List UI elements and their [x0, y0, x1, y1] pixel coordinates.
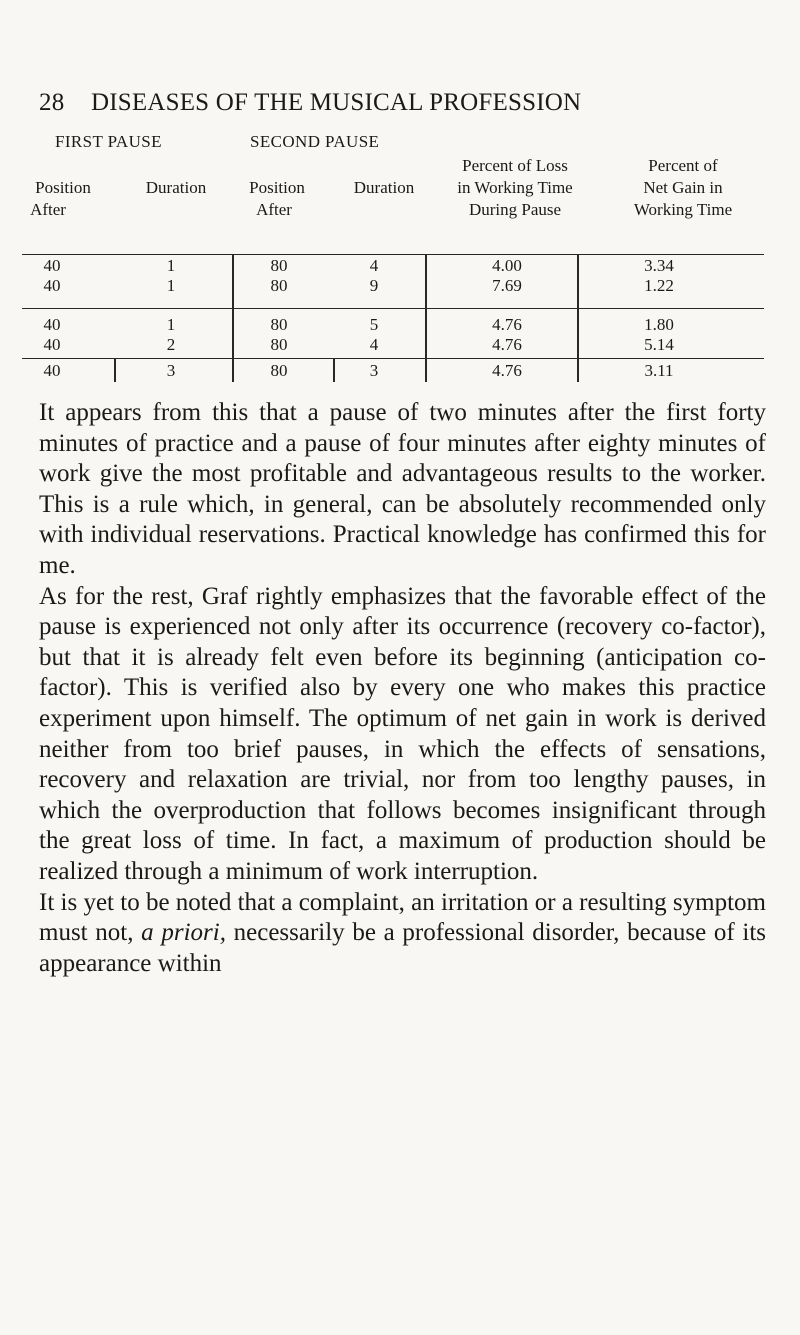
table-cell: 4.76	[492, 361, 522, 380]
col-gain-line3: Working Time	[633, 200, 733, 219]
table-rule-2	[22, 358, 764, 359]
col-gain-line2: Net Gain in	[643, 178, 723, 197]
table-cell: 80	[270, 315, 288, 334]
col-loss-line1: Percent of Loss	[462, 156, 568, 175]
table-cell: 80	[270, 256, 288, 275]
table-rule-top	[22, 254, 764, 255]
group-second-pause: SECOND PAUSE	[250, 132, 380, 151]
running-title: DISEASES OF THE MUSICAL PROFESSION	[91, 89, 582, 116]
table-cell: 7.69	[492, 276, 522, 295]
table-cell: 40	[43, 361, 61, 380]
group-first-pause: FIRST PAUSE	[55, 132, 162, 151]
col-loss-line3: During Pause	[468, 200, 562, 219]
table-cell: 80	[270, 361, 288, 380]
table-cell: 1	[166, 315, 176, 334]
table-cell: 40	[43, 335, 61, 354]
table-cell: 9	[369, 276, 379, 295]
table-cell: 5	[369, 315, 379, 334]
table-cell: 2	[166, 335, 176, 354]
table-cell: 4	[369, 335, 379, 354]
table-divider-4	[425, 254, 427, 382]
paragraph-3-text-b: necessarily be a professional disorder, because of its appearance within	[39, 919, 766, 977]
col-gain-line1: Percent of	[648, 156, 718, 175]
table-cell: 40	[43, 276, 61, 295]
paragraph-1: It appears from this that a pause of two minutes after the first forty minutes of practice and a pause of four minutes after eighty minutes of work give the most profitable and advantageous results to the worker. This is a rule which, in general, can be absolutely recommended only with individual reservations. Practical knowledge has confirmed this for me.	[39, 399, 766, 579]
table-cell: 4.76	[492, 335, 522, 354]
col-loss-line2: in Working Time	[457, 178, 573, 197]
paragraph-3	[39, 888, 766, 980]
paragraph-3-text-a: It is yet to be noted that a complaint, an irritation or a resulting symptom must not,	[39, 888, 766, 947]
table-cell: 80	[270, 276, 288, 295]
paragraph-2: As for the rest, Graf rightly emphasizes that the favorable effect of the pause is experienced not only after its occurrence (recovery co-factor), but that it is already felt even before its beginning (anticipation cofactor). This is verified also by every one who makes this practice experiment upon himself. The optimum of net gain in work is derived neither from too brief pauses, in which the effects of sensations, recovery and relaxation are trivial, nor from too lengthy pauses, in which the overproduction that follows becomes insignificant through the great loss of time. In fact, a maximum of production should be realized through a minimum of work interruption.	[39, 582, 766, 885]
table-cell: 3	[369, 361, 379, 380]
body-text	[39, 398, 766, 979]
table-cell: 3	[166, 361, 176, 380]
table-cell: 4	[369, 256, 379, 275]
col-second-position-line2: After	[256, 200, 292, 219]
table-cell: 40	[43, 256, 61, 275]
col-first-position-line2: After	[30, 200, 66, 219]
table-cell: 40	[43, 315, 61, 334]
table-cell: 3.34	[644, 256, 674, 275]
table-cell: 1	[166, 256, 176, 275]
col-second-duration: Duration	[353, 178, 415, 197]
col-second-position-line1: Position	[249, 178, 305, 197]
col-first-position-line1: Position	[35, 178, 91, 197]
col-first-duration: Duration	[145, 178, 207, 197]
table-divider-1	[114, 358, 116, 382]
table-divider-2	[232, 254, 234, 382]
table-cell: 1	[166, 276, 176, 295]
data-table	[0, 254, 800, 382]
table-cell: 4.00	[492, 256, 522, 275]
page-number: 28	[39, 89, 65, 116]
table-rule-1	[22, 308, 764, 309]
table-cell: 4.76	[492, 315, 522, 334]
paragraph-3-italic: a priori,	[141, 919, 226, 947]
table-cell: 5.14	[644, 335, 674, 354]
table-header	[0, 132, 800, 254]
table-cell: 1.80	[644, 315, 674, 334]
table-cell: 1.22	[644, 276, 674, 295]
table-divider-5	[577, 254, 579, 382]
table-cell: 80	[270, 335, 288, 354]
table-cell: 3.11	[644, 361, 674, 380]
